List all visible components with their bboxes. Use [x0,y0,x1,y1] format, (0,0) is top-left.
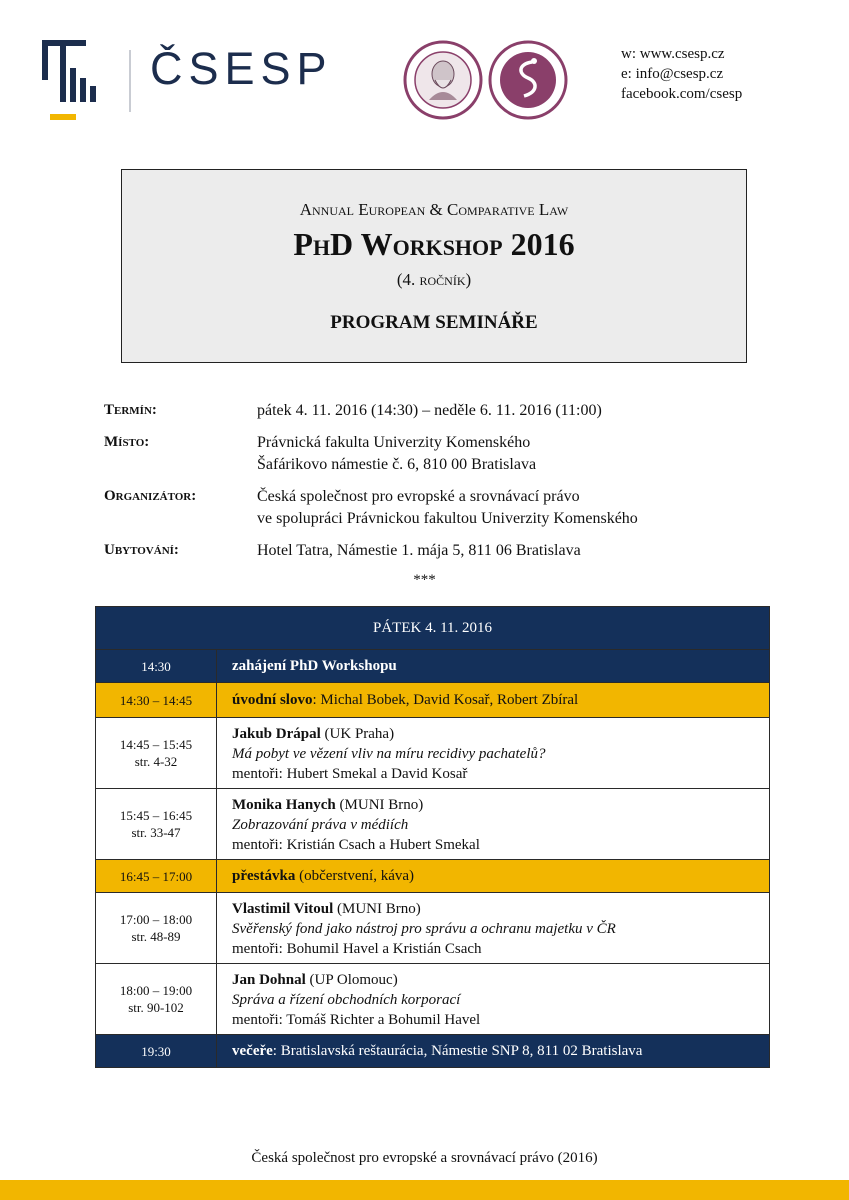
ubytovani-label: Ubytování: [104,542,179,558]
speaker-affiliation: (UK Praha) [320,726,395,742]
misto-line-2: Šafárikovo námestie č. 6, 810 00 Bratislava [257,456,537,473]
talk-topic: Má pobyt ve vězení vliv na míru recidivy pachatelů? [232,746,546,762]
mentors: mentoři: Hubert Smekal a David Kosař [232,766,468,782]
event-label: přestávka [232,868,296,884]
talk-topic: Zobrazování práva v médiích [232,817,409,833]
misto-label: Místo: [104,434,150,450]
day-title: PÁTEK 4. 11. 2016 [96,607,770,650]
ubytovani-value: Hotel Tatra, Námestie 1. mája 5, 811 06 Bratislava [257,542,581,559]
program-heading: PROGRAM SEMINÁŘE [330,312,538,333]
organizator-line-2: ve spolupráci Právnickou fakultou Univerzity Komenského [257,510,638,527]
talk-topic: Svěřenský fond jako nástroj pro správu a ochranu majetku v ČR [232,921,616,937]
logo-separator [129,50,131,112]
content-cell [217,789,770,860]
page-range: str. 48-89 [131,929,181,944]
event-label: zahájení PhD Workshopu [232,658,397,674]
mentors: mentoři: Bohumil Havel a Kristián Csach [232,941,482,957]
content-cell [217,964,770,1035]
content-cell [217,893,770,964]
email-text: e: info@csesp.cz [621,66,724,82]
page-range: str. 33-47 [131,825,181,840]
termin-label: Termín: [104,402,157,418]
schedule-row [96,789,770,860]
content-cell [217,718,770,789]
footer-text: Česká společnost pro evropské a srovnávací právo (2016) [251,1150,598,1166]
facebook-text: facebook.com/csesp [621,86,743,102]
time-cell: 16:45 – 17:00 [96,860,217,893]
talk-topic: Správa a řízení obchodních korporací [232,992,461,1008]
misto-line-1: Právnická fakulta Univerzity Komenského [257,434,531,451]
comenius-university-seal [403,40,483,120]
event-label: večeře [232,1043,273,1059]
time-range: 18:00 – 19:00 [119,983,193,998]
time-cell [96,893,217,964]
organizator-line-1: Česká společnost pro evropské a srovnávací právo [257,488,580,505]
schedule-row [96,893,770,964]
misto-value [257,432,536,476]
speaker-name: Vlastimil Vitoul [232,901,334,917]
schedule-row [96,964,770,1035]
content-cell [217,1035,770,1068]
contact-info [621,44,742,104]
time-cell: 14:30 [96,650,217,683]
event-detail: : Michal Bobek, David Kosař, Robert Zbíral [312,692,579,708]
website-text: w: www.csesp.cz [621,46,725,62]
csesp-logo-text: ČSESP [150,43,333,94]
time-cell [96,718,217,789]
speaker-name: Jakub Drápal [232,726,321,742]
time-cell [96,964,217,1035]
day-header-row [96,607,770,650]
speaker-affiliation: (UP Olomouc) [305,972,398,988]
event-detail: : Bratislavská reštaurácia, Námestie SNP 8, 811 02 Bratislava [272,1043,643,1059]
content-cell [217,650,770,683]
title-box [121,169,747,363]
schedule-row [96,718,770,789]
speaker-name: Jan Dohnal [232,972,306,988]
organizator-value [257,486,638,530]
schedule-row [96,650,770,683]
mentors: mentoři: Tomáš Richter a Bohumil Havel [232,1012,481,1028]
section-separator: *** [413,572,436,588]
schedule-row [96,1035,770,1068]
event-label: úvodní slovo [232,692,313,708]
schedule-row [96,860,770,893]
event-series-title: Annual European & Comparative Law [299,200,569,219]
edition-text: (4. ročník) [396,270,472,289]
time-range: 14:45 – 15:45 [119,737,193,752]
mentors: mentoři: Kristián Csach a Hubert Smekal [232,837,480,853]
footer-bar [0,1180,849,1200]
page-range: str. 90-102 [128,1000,184,1015]
content-cell [217,860,770,893]
content-cell [217,683,770,718]
schedule-table [95,606,770,1068]
termin-value: pátek 4. 11. 2016 (14:30) – neděle 6. 11. 2016 (11:00) [257,402,602,419]
law-faculty-seal [488,40,568,120]
event-title: PhD Workshop 2016 [293,226,575,262]
time-range: 15:45 – 16:45 [119,808,193,823]
schedule-row [96,683,770,718]
speaker-name: Monika Hanych [232,797,336,813]
organizator-label: Organizátor: [104,488,197,504]
time-range: 17:00 – 18:00 [119,912,193,927]
event-detail: (občerstvení, káva) [295,868,415,884]
speaker-affiliation: (MUNI Brno) [333,901,421,917]
time-cell: 19:30 [96,1035,217,1068]
csesp-logo-mark [40,40,96,122]
speaker-affiliation: (MUNI Brno) [335,797,424,813]
time-cell [96,789,217,860]
page-range: str. 4-32 [134,754,178,769]
time-cell: 14:30 – 14:45 [96,683,217,718]
